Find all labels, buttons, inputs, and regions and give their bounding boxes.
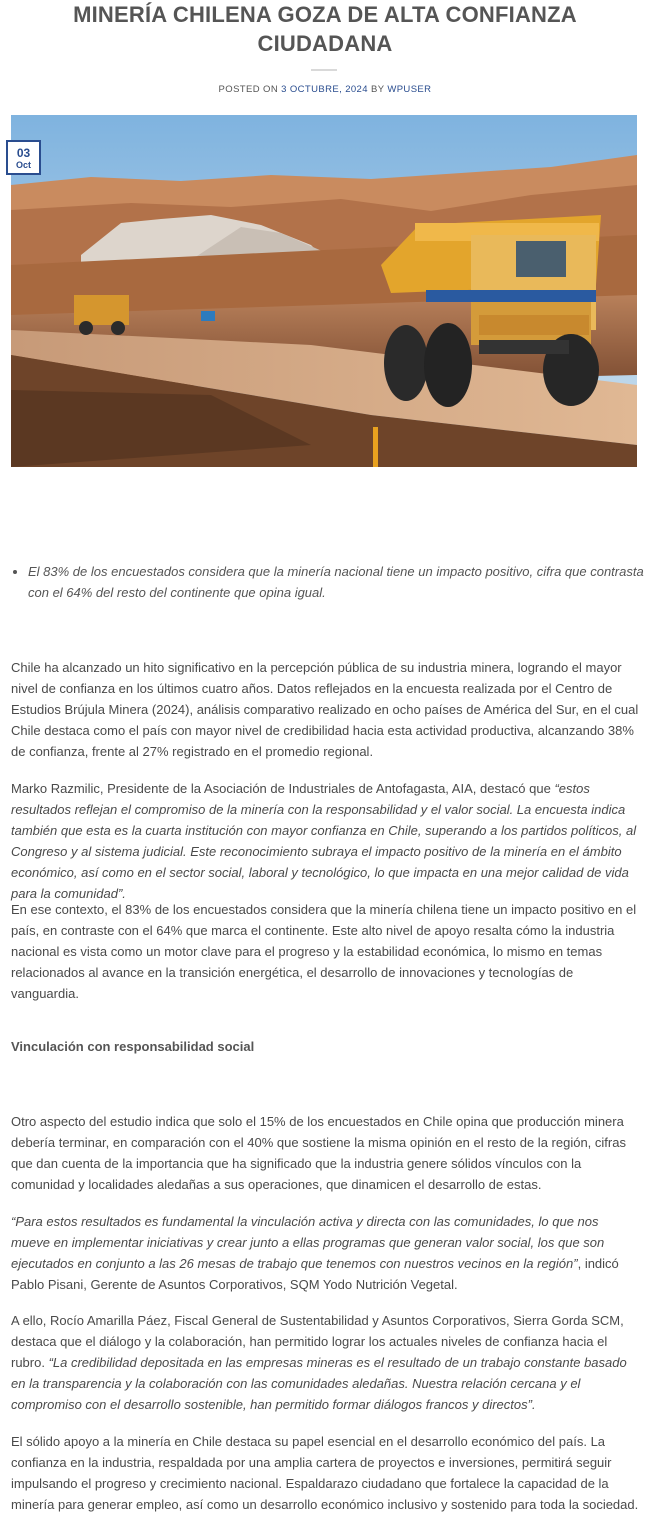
meta-by: BY	[367, 84, 388, 95]
paragraph-5	[11, 1211, 639, 1295]
paragraph-6-quote: “La credibilidad depositada en las empresas mineras es el resultado de un trabajo constante basado en la transparencia y la colaboración con las comunidades aledañas. Nuestra relación cercana y el compromiso con el desarrollo sostenible, han permitido formar diálogos francos y directos”.	[11, 1355, 627, 1412]
meta-prefix: POSTED ON	[218, 84, 282, 95]
paragraph-1: Chile ha alcanzado un hito significativo en la percepción pública de su industria minera, logrando el mayor nivel de confianza en los últimos cuatro años. Datos reflejados en la encuesta realizada por el Centro de Estudios Brújula Minera (2024), análisis comparativo realizado en ocho países de América del Sur, en el cual Chile destaca como el país con mayor nivel de credibilidad hacia esta actividad productiva, alcanzando 38% de confianza, frente al 27% registrado en el promedio regional.	[11, 660, 639, 759]
paragraph-5-quote: “Para estos resultados es fundamental la vinculación activa y directa con las comunidades, lo que nos mueve en implementar iniciativas y crear junto a ellas programas que generan valor social, los que son ejecutados en conjunto a las 26 mesas de trabajo que tenemos con nuestros vecinos en la región”	[11, 1214, 605, 1271]
date-badge	[6, 140, 41, 175]
post-author-link[interactable]: WPUSER	[387, 84, 432, 95]
page-title: MINERÍA CHILENA GOZA DE ALTA CONFIANZA CIUDADANA	[73, 2, 577, 56]
paragraph-5-tail: , indicó Pablo Pisani, Gerente de Asuntos Corporativos, SQM Yodo Nutrición Vegetal.	[11, 1256, 619, 1292]
badge-month: Oct	[15, 160, 31, 170]
paragraph-2-quote: “estos resultados reflejan el compromiso de la minería con la responsabilidad y el valor social. La encuesta indica también que esta es la cuarta institución con mayor confianza en Chile, superando a los partidos políticos, al Congreso y al sistema judicial. Este reconocimiento subraya el impacto positivo de la minería en el ámbito económico, así como en el sector social, laboral y tecnológico, lo que impacta en una mejor calidad de vida para la comunidad”.	[11, 781, 637, 901]
paragraph-4: Otro aspecto del estudio indica que solo el 15% de los encuestados en Chile opina que producción minera debería terminar, en comparación con el 40% que sostiene la misma opinión en el resto de la región, cifras que dan cuenta de la importancia que ha significado que la industria genere sólidos vínculos con la comunidad y localidades aledañas a sus operaciones, que dinamicen el desarrollo de estas.	[11, 1114, 626, 1192]
paragraph-2	[11, 778, 639, 904]
title-divider	[311, 69, 337, 71]
paragraph-7: El sólido apoyo a la minería en Chile destaca su papel esencial en el desarrollo económico del país. La confianza en la industria, respaldada por una amplia cartera de proyectos e inversiones, permitirá seguir impulsando el progreso y crecimiento nacional. Espaldarazo ciudadano que fortalece la capacidad de la minería para generar empleo, así como un desarrollo económico inclusivo y sostenido para toda la sociedad.	[11, 1434, 639, 1512]
highlights-list	[11, 561, 648, 603]
badge-day: 03	[16, 146, 31, 160]
paragraph-2-lead: Marko Razmilic, Presidente de la Asociación de Industriales de Antofagasta, AIA, destacó que	[11, 781, 555, 796]
section-heading: Vinculación con responsabilidad social	[11, 1039, 255, 1054]
post-date-link[interactable]: 3 OCTUBRE, 2024	[281, 84, 368, 95]
paragraph-3: En ese contexto, el 83% de los encuestados considera que la minería chilena tiene un impacto positivo en el país, en contraste con el 64% que marca el continente. Este alto nivel de apoyo resalta cómo la industria nacional es vista como un motor clave para el progreso y la estabilidad económica, lo mismo en temas relacionados al avance en la transición energética, el desarrollo de innovaciones y tecnologías de vanguardia.	[11, 902, 637, 1001]
paragraph-6	[11, 1310, 639, 1415]
hero-image	[11, 115, 637, 467]
paragraph-6-lead: A ello, Rocío Amarilla Páez, Fiscal General de Sustentabilidad y Asuntos Corporativos, Sierra Gorda SCM, destaca que el diálogo y la colaboración, han permitido lograr los actuales niveles de confianza hacia el rubro.	[11, 1313, 624, 1370]
list-item: • El 83% de los encuestados considera que la minería nacional tiene un impacto positivo, cifra que contrasta con el 64% del resto del continente que opina igual.	[28, 561, 648, 603]
post-meta	[0, 84, 650, 95]
